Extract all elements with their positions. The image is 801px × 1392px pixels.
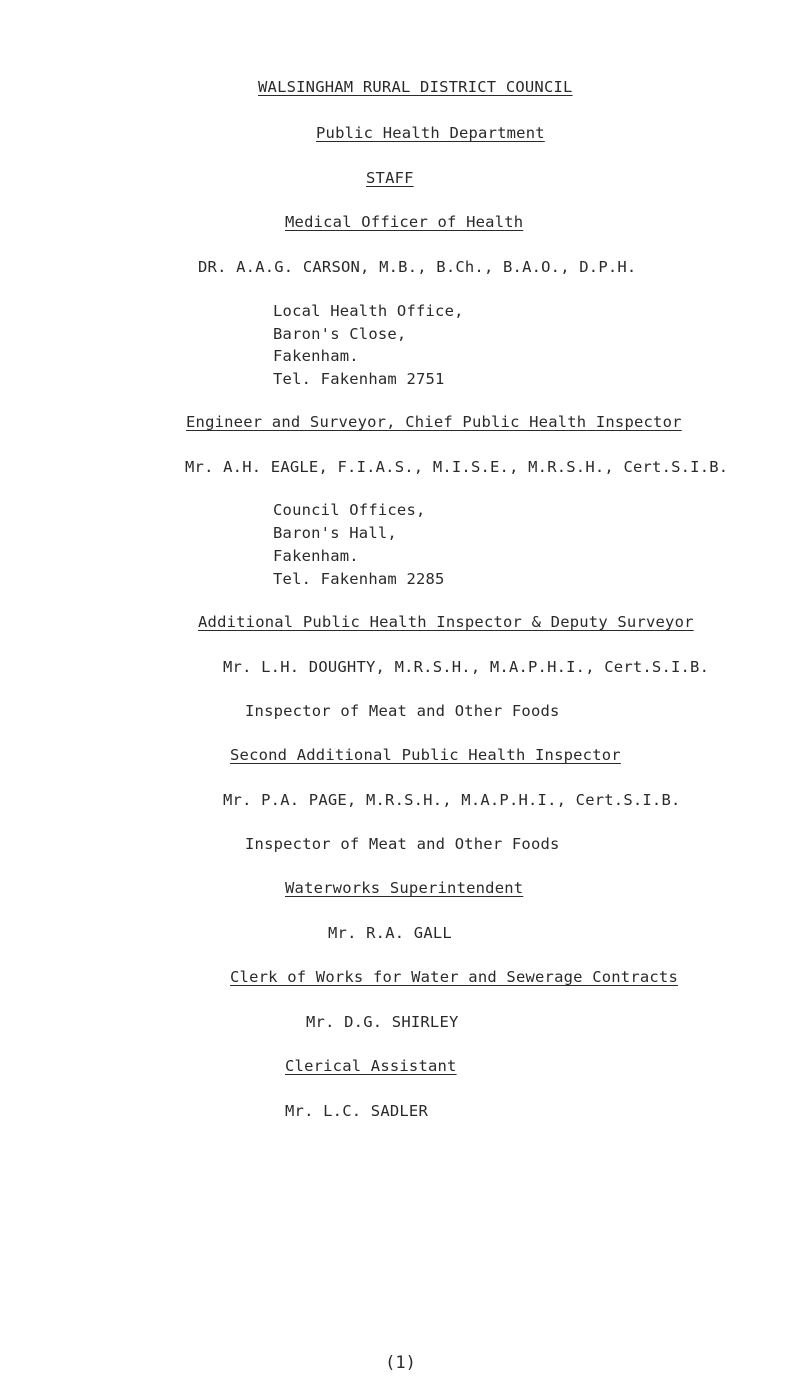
engineer-role: Engineer and Surveyor, Chief Public Health Inspector bbox=[186, 413, 682, 431]
clerk-name: Mr. D.G. SHIRLEY bbox=[306, 1013, 459, 1031]
moh-address-line: Tel. Fakenham 2751 bbox=[273, 370, 445, 388]
second-inspector-note: Inspector of Meat and Other Foods bbox=[245, 835, 560, 853]
staff-heading: STAFF bbox=[366, 169, 414, 187]
waterworks-role: Waterworks Superintendent bbox=[285, 879, 524, 897]
second-inspector-role: Second Additional Public Health Inspector bbox=[230, 746, 621, 764]
engineer-address-line: Tel. Fakenham 2285 bbox=[273, 570, 445, 588]
moh-name: DR. A.A.G. CARSON, M.B., B.Ch., B.A.O., D.P.H. bbox=[198, 258, 637, 276]
additional-inspector-note: Inspector of Meat and Other Foods bbox=[245, 702, 560, 720]
department-heading: Public Health Department bbox=[316, 124, 545, 142]
additional-inspector-role: Additional Public Health Inspector & Deputy Surveyor bbox=[198, 613, 694, 631]
moh-address-line: Baron's Close, bbox=[273, 325, 407, 343]
engineer-address-line: Fakenham. bbox=[273, 547, 359, 565]
page-number: (1) bbox=[385, 1353, 416, 1373]
engineer-address-line: Council Offices, bbox=[273, 501, 426, 519]
moh-address-line: Fakenham. bbox=[273, 347, 359, 365]
moh-address-line: Local Health Office, bbox=[273, 302, 464, 320]
clerical-role: Clerical Assistant bbox=[285, 1057, 457, 1075]
council-title: WALSINGHAM RURAL DISTRICT COUNCIL bbox=[258, 78, 573, 96]
engineer-address-line: Baron's Hall, bbox=[273, 524, 397, 542]
waterworks-name: Mr. R.A. GALL bbox=[328, 924, 452, 942]
engineer-name: Mr. A.H. EAGLE, F.I.A.S., M.I.S.E., M.R.S.H., Cert.S.I.B. bbox=[185, 458, 729, 476]
second-inspector-name: Mr. P.A. PAGE, M.R.S.H., M.A.P.H.I., Cert.S.I.B. bbox=[223, 791, 681, 809]
additional-inspector-name: Mr. L.H. DOUGHTY, M.R.S.H., M.A.P.H.I., Cert.S.I.B. bbox=[223, 658, 710, 676]
clerk-role: Clerk of Works for Water and Sewerage Contracts bbox=[230, 968, 678, 986]
clerical-name: Mr. L.C. SADLER bbox=[285, 1102, 428, 1120]
moh-role: Medical Officer of Health bbox=[285, 213, 524, 231]
